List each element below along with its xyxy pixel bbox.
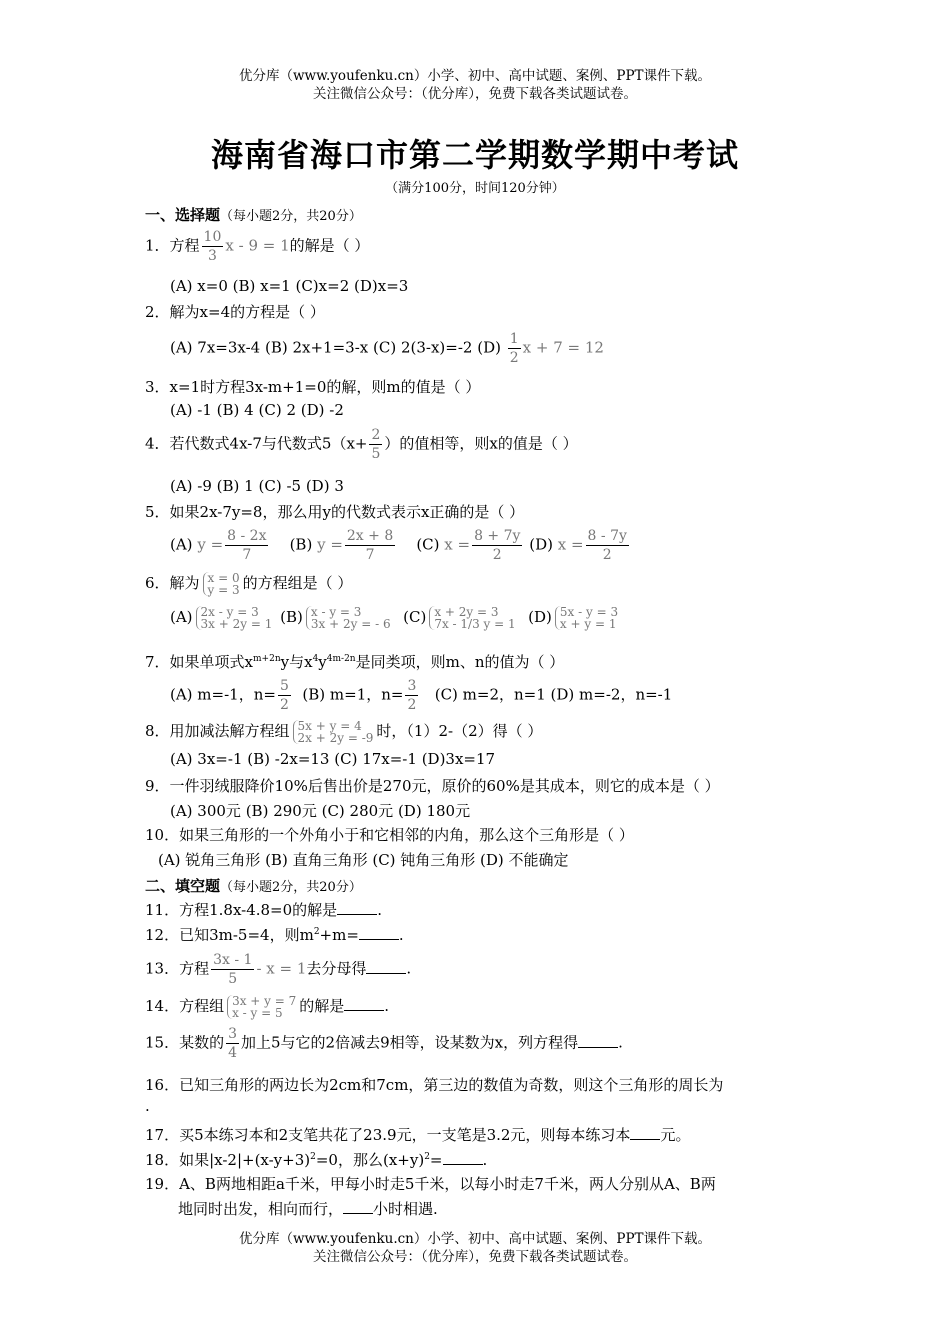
q4-options: (A) -9 (B) 1 (C) -5 (D) 3	[170, 477, 344, 495]
q16-continuation: .	[145, 1097, 150, 1115]
page-subtitle: （满分100分，时间120分钟）	[385, 181, 565, 196]
q7-mid1: y与x	[280, 653, 313, 671]
q2-options	[170, 330, 604, 367]
q6-b-eq1: x - y = 3	[310, 605, 362, 619]
q12-answer-blank[interactable]	[359, 939, 399, 940]
q8-system	[293, 720, 374, 744]
q6-b-label: (B)	[280, 608, 303, 626]
q14-stem: 14．方程组	[145, 997, 225, 1015]
section-1-note: （每小题2分，共20分）	[220, 209, 362, 224]
question-15	[145, 1025, 623, 1062]
q2-d-numerator: 1	[509, 331, 519, 347]
q6-c-eq2: 7x - 1/3 y = 1	[434, 617, 516, 631]
q2-d-expression: x + 7 = 12	[522, 338, 604, 357]
q6-a-label: (A)	[170, 608, 193, 626]
q12-end: .	[398, 926, 404, 944]
q6-b-eq2: 3x + 2y = - 6	[310, 617, 391, 631]
q13-answer-blank[interactable]	[366, 973, 406, 974]
q12-exp: 2	[313, 927, 320, 937]
q6-options	[170, 606, 621, 630]
q8-sys-eq2: 2x + 2y = -9	[297, 731, 374, 745]
question-18	[145, 1149, 487, 1170]
q7-exp3: 4m-2n	[326, 654, 356, 664]
q5-a-lhs: y =	[197, 535, 224, 554]
section-1-heading	[145, 204, 362, 225]
q5-options	[170, 527, 631, 564]
q5-d-fraction	[586, 527, 629, 564]
q12-mid: +m=	[319, 926, 359, 944]
question-7	[145, 651, 564, 672]
q18-answer-blank[interactable]	[443, 1164, 483, 1165]
q6-question: 的方程组是（ ）	[242, 574, 353, 592]
q14-question: 的解是	[299, 997, 345, 1015]
q13-end: .	[406, 959, 412, 978]
q6-d-label: (D)	[528, 608, 552, 626]
q11-answer-blank[interactable]	[337, 914, 377, 915]
q6-d-system	[555, 606, 618, 630]
q1-numerator: 10	[203, 229, 222, 245]
q5-a-numerator: 8 - 2x	[227, 528, 267, 544]
q6-c-label: (C)	[403, 608, 427, 626]
q4-question: ）的值相等，则x的值是（ ）	[384, 434, 578, 453]
q13-stem: 13．方程	[145, 959, 210, 978]
question-1	[145, 228, 369, 265]
q5-b-denominator: 7	[365, 547, 375, 563]
footer-line-2: 关注微信公众号：（优分库），免费下载各类试题试卷。	[313, 1249, 637, 1265]
q7-mid2: y	[318, 653, 327, 671]
q2-d-fraction	[508, 330, 521, 367]
q5-c-denominator: 2	[492, 547, 502, 563]
q18-eq: =	[429, 1151, 443, 1169]
q3-options: (A) -1 (B) 4 (C) 2 (D) -2	[170, 401, 344, 419]
q13-expression: - x = 1	[256, 959, 307, 978]
q17-end: 元。	[660, 1126, 691, 1144]
q14-system	[227, 995, 296, 1019]
q8-stem: 8．用加减法解方程组	[145, 722, 290, 740]
q4-numerator: 2	[371, 427, 381, 443]
section-2-note: （每小题2分，共20分）	[220, 880, 362, 895]
q13-question: 去分母得	[306, 959, 367, 978]
q14-sys-eq1: 3x + y = 7	[232, 994, 297, 1008]
q7-b-fraction	[405, 677, 418, 714]
question-3: 3．x=1时方程3x-m+1=0的解，则m的值是（ ）	[145, 378, 481, 396]
q9-options: (A) 300元 (B) 290元 (C) 280元 (D) 180元	[170, 802, 471, 820]
q15-numerator: 3	[228, 1026, 238, 1042]
q6-sys-eq2: y = 3	[207, 583, 240, 597]
q7-exp1: m+2n	[253, 654, 281, 664]
q5-d-lhs: x =	[557, 535, 584, 554]
q5-d-numerator: 8 - 7y	[587, 528, 627, 544]
q18-mid: =0，那么(x+y)	[315, 1151, 425, 1169]
q6-a-system	[196, 606, 273, 630]
q4-denominator: 5	[371, 446, 381, 462]
footer-line-1: 优分库（www.youfenku.cn）小学、初中、高中试题、案例、PPT课件下载。	[238, 1231, 712, 1247]
q15-denominator: 4	[228, 1045, 238, 1061]
question-11	[145, 899, 382, 920]
question-10: 10．如果三角形的一个外角小于和它相邻的内角，那么这个三角形是（ ）	[145, 826, 634, 844]
q10-options: (A) 锐角三角形 (B) 直角三角形 (C) 钝角三角形 (D) 不能确定	[158, 851, 569, 869]
q13-denominator: 5	[228, 971, 238, 987]
q13-numerator: 3x - 1	[213, 952, 253, 968]
q7-exp2: 4	[312, 654, 319, 664]
q7-a-denominator: 2	[279, 697, 289, 713]
q8-question: 时，（1）2-（2）得（ ）	[376, 722, 543, 740]
q14-answer-blank[interactable]	[344, 1010, 384, 1011]
q6-d-eq2: x + y = 1	[559, 617, 617, 631]
page-title: 海南省海口市第二学期数学期中考试	[210, 136, 739, 174]
q7-b-denominator: 2	[407, 697, 417, 713]
question-14	[145, 995, 389, 1019]
q5-a-fraction	[225, 527, 268, 564]
q15-end: .	[618, 1033, 623, 1052]
q5-c-numerator: 8 + 7y	[474, 528, 521, 544]
q1-expression: x - 9 = 1	[225, 236, 290, 255]
q4-fraction	[369, 426, 382, 463]
q6-system	[203, 572, 240, 596]
q18-stem: 18．如果|x-2|+(x-y+3)	[145, 1151, 311, 1169]
q7-stem: 7．如果单项式x	[145, 653, 254, 671]
q1-denominator: 3	[208, 248, 217, 264]
q5-d-label: (D)	[529, 535, 553, 554]
q19-continuation	[178, 1198, 438, 1219]
q7-b-text: (B) m=1，n=	[302, 685, 404, 704]
q19-line2-post: 小时相遇.	[373, 1200, 438, 1218]
q4-stem: 4．若代数式4x-7与代数式5（x+	[145, 434, 368, 453]
q18-exp2: 2	[424, 1152, 430, 1162]
q11-end: .	[377, 901, 382, 919]
q15-fraction	[226, 1025, 239, 1062]
q18-exp1: 2	[310, 1152, 316, 1162]
question-12	[145, 924, 404, 945]
q7-a-numerator: 5	[279, 678, 289, 694]
q6-c-eq1: x + 2y = 3	[434, 605, 499, 619]
q19-answer-blank[interactable]	[343, 1213, 373, 1214]
q6-c-system	[429, 606, 515, 630]
q6-b-system	[306, 606, 391, 630]
q1-options: (A) x=0 (B) x=1 (C)x=2 (D)x=3	[170, 277, 409, 295]
q5-b-fraction	[345, 527, 395, 564]
q1-stem: 1．方程	[145, 236, 200, 255]
q5-c-lhs: x =	[444, 535, 471, 554]
q5-d-denominator: 2	[602, 547, 612, 563]
question-19: 19．A、B两地相距a千米，甲每小时走5千米，以每小时走7千米，两人分别从A、B两	[145, 1175, 716, 1193]
q7-a-text: (A) m=-1，n=	[170, 685, 276, 704]
q5-b-lhs: y =	[317, 535, 343, 554]
q6-sys-eq1: x = 0	[207, 571, 240, 585]
question-9: 9．一件羽绒服降价10%后售出价是270元，原价的60%是其成本，则它的成本是（ ）	[145, 777, 720, 795]
q13-fraction	[211, 951, 254, 988]
q5-b-label: (B)	[289, 535, 313, 554]
q5-a-label: (A)	[170, 535, 193, 554]
question-5: 5．如果2x-7y=8，那么用y的代数式表示x正确的是（ ）	[145, 503, 525, 521]
section-2-name: 二、填空题	[145, 877, 221, 895]
header-line-1: 优分库（www.youfenku.cn）小学、初中、高中试题、案例、PPT课件下载。	[238, 68, 712, 84]
q5-a-denominator: 7	[242, 547, 252, 563]
section-1-name: 一、选择题	[145, 206, 221, 224]
q1-fraction	[202, 228, 224, 265]
q7-question: 是同类项，则m、n的值为（ ）	[355, 653, 565, 671]
q5-c-label: (C)	[416, 535, 440, 554]
q2-options-text: (A) 7x=3x-4 (B) 2x+1=3-x (C) 2(3-x)=-2 (D)	[170, 338, 501, 357]
q17-stem: 17．买5本练习本和2支笔共花了23.9元，一支笔是3.2元，则每本练习本	[145, 1126, 631, 1144]
q15-answer-blank[interactable]	[578, 1047, 618, 1048]
q7-options	[170, 677, 672, 714]
q1-question: 的解是（ ）	[289, 236, 370, 255]
q7-a-fraction	[278, 677, 291, 714]
question-2: 2．解为x=4的方程是（ ）	[145, 303, 325, 321]
q15-question: 加上5与它的2倍减去9相等，设某数为x，列方程得	[241, 1033, 579, 1052]
q14-sys-eq2: x - y = 5	[232, 1006, 283, 1020]
q6-stem: 6．解为	[145, 574, 200, 592]
q11-stem: 11．方程1.8x-4.8=0的解是	[145, 901, 338, 919]
q5-c-fraction	[472, 527, 522, 564]
question-6	[145, 572, 352, 596]
q7-b-numerator: 3	[407, 678, 417, 694]
q6-a-eq1: 2x - y = 3	[200, 605, 259, 619]
q7-c-d-text: (C) m=2，n=1 (D) m=-2，n=-1	[434, 685, 673, 704]
q14-end: .	[384, 997, 390, 1015]
question-13	[145, 951, 411, 988]
q17-answer-blank[interactable]	[630, 1139, 660, 1140]
q19-line2-pre: 地同时出发，相向而行，	[178, 1200, 344, 1218]
q5-b-numerator: 2x + 8	[346, 528, 394, 544]
q8-options: (A) 3x=-1 (B) -2x=13 (C) 17x=-1 (D)3x=17	[170, 750, 496, 768]
q6-a-eq2: 3x + 2y = 1	[200, 617, 273, 631]
question-17	[145, 1124, 690, 1145]
question-8	[145, 720, 542, 744]
question-16: 16．已知三角形的两边长为2cm和7cm，第三边的数值为奇数，则这个三角形的周长为	[145, 1076, 724, 1094]
q8-sys-eq1: 5x + y = 4	[297, 719, 362, 733]
q2-d-denominator: 2	[509, 350, 519, 366]
q18-end: .	[482, 1151, 488, 1169]
header-line-2: 关注微信公众号：（优分库），免费下载各类试题试卷。	[313, 86, 637, 102]
section-2-heading	[145, 875, 362, 896]
q12-stem: 12．已知3m-5=4，则m	[145, 926, 314, 944]
q6-d-eq1: 5x - y = 3	[559, 605, 619, 619]
q15-stem: 15．某数的	[145, 1033, 225, 1052]
question-4	[145, 426, 578, 463]
